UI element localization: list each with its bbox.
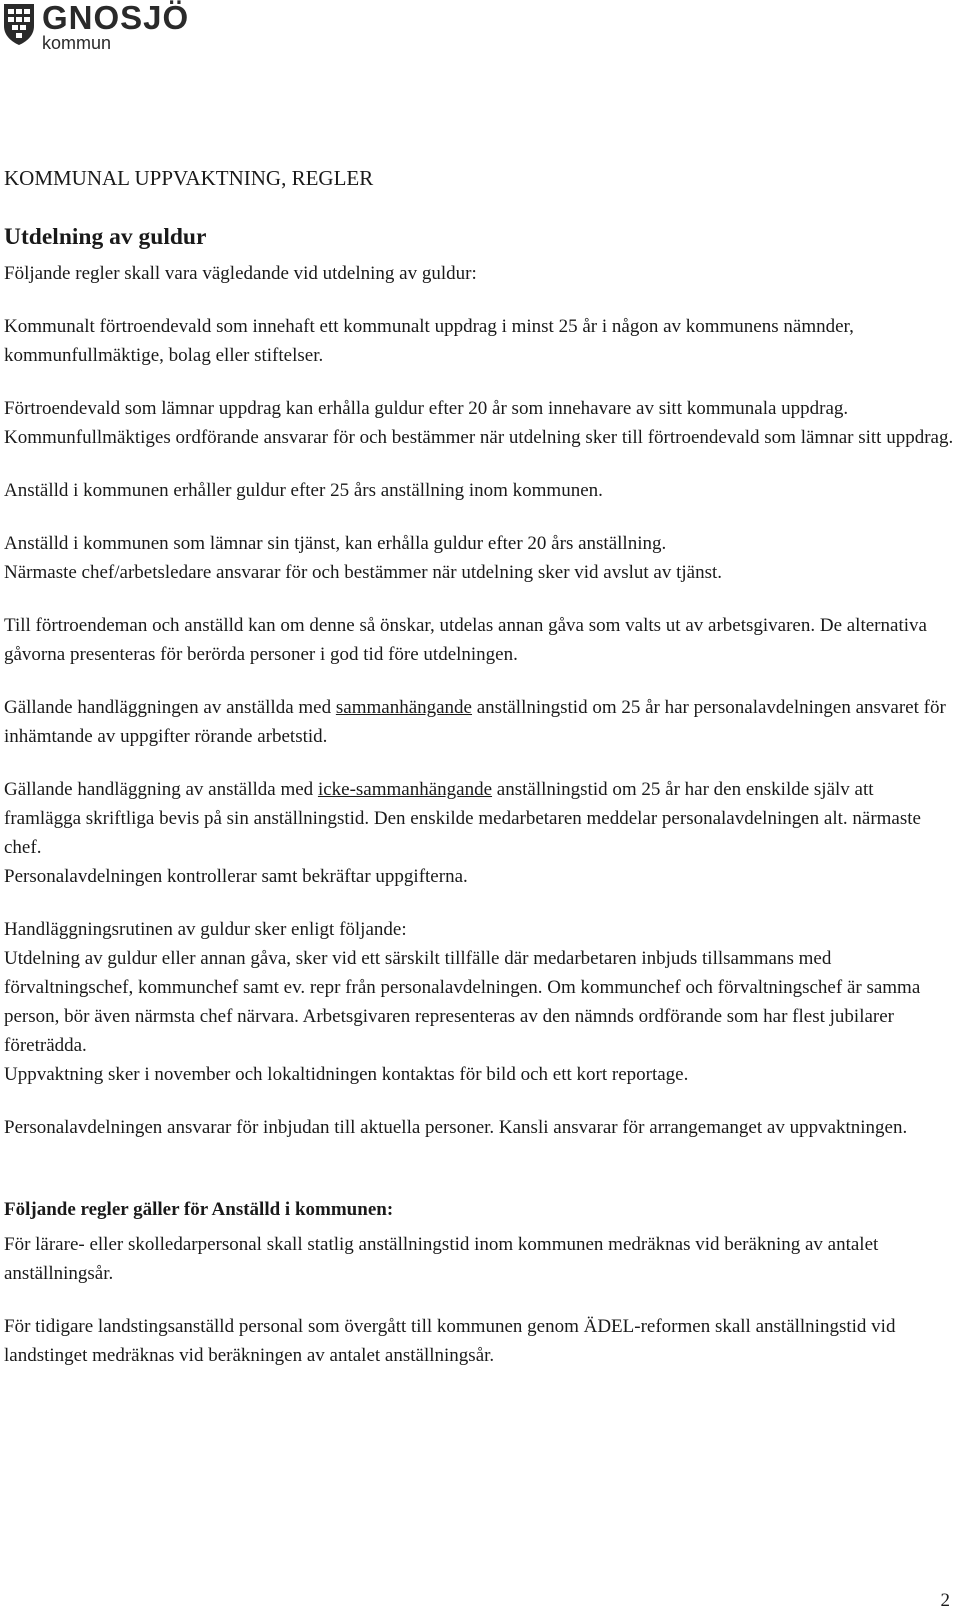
- paragraph-routine-block: [4, 915, 954, 1089]
- underlined-term-icke-sammanhangande: icke-sammanhängande: [317, 779, 493, 800]
- page-number: 2: [940, 1590, 950, 1611]
- text-segment: Gällande handläggning av anställda med: [4, 779, 318, 800]
- underlined-term-sammanhangande: sammanhängande: [335, 697, 472, 718]
- intro-paragraph: Följande regler skall vara vägledande vid utdelning av guldur:: [4, 263, 477, 284]
- paragraph-employee-25: Anställd i kommunen erhåller guldur efter 25 års anställning inom kommunen.: [4, 480, 603, 501]
- paragraph-noncontinuous-block: [4, 775, 954, 891]
- coat-of-arms-icon: [2, 2, 36, 46]
- paragraph-elected-20: Förtroendevald som lämnar uppdrag kan erhålla guldur efter 20 år som innehavare av sitt kommunala uppdrag. Kommunfullmäktiges ordförande ansvarar för och bestämmer när utdelning sker till förtroendevald som lämnar sitt uppdrag.: [4, 398, 954, 448]
- routine-november: Uppvaktning sker i november och lokaltidningen kontaktas för bild och ett kort reportage.: [4, 1064, 689, 1085]
- section-heading-employees: Följande regler gäller för Anställd i kommunen:: [4, 1199, 394, 1220]
- paragraph-invitation: Personalavdelningen ansvarar för inbjudan till aktuella personer. Kansli ansvarar för arrangemanget av uppvaktningen.: [4, 1117, 908, 1138]
- paragraph-adel-reform: För tidigare landstingsanställd personal som övergått till kommunen genom ÄDEL-reformen skall anställningstid vid landstinget medräknas vid beräkningen av antalet anställningsår.: [4, 1316, 896, 1366]
- routine-ceremony: Utdelning av guldur eller annan gåva, sker vid ett särskilt tillfälle där medarbetaren inbjuds tillsammans med förvaltningschef, kommunchef samt ev. repr från personalavdelningen. Om kommunchef och förvaltningschef är samma person, bör även närmsta chef närvara. Arbetsgivaren representeras av den nämnds ordförande som har flest jubilarer företrädda.: [4, 948, 921, 1056]
- text-segment: anställningstid om 25 år har personalavdelningen ansvaret för inhämtande av uppgifter rörande arbetstid.: [4, 697, 946, 747]
- paragraph-employee-leaving-line1: Anställd i kommunen som lämnar sin tjänst, kan erhålla guldur efter 20 års anställning.: [4, 533, 667, 554]
- paragraph-noncontinuous-employment: [4, 775, 954, 862]
- paragraph-employee-leaving-line2: Närmaste chef/arbetsledare ansvarar för och bestämmer när utdelning sker vid avslut av tjänst.: [4, 562, 723, 583]
- document-title: KOMMUNAL UPPVAKTNING, REGLER: [4, 166, 374, 190]
- paragraph-continuous-employment: [4, 693, 954, 751]
- logo-subtitle: kommun: [42, 33, 112, 53]
- paragraph-teachers: För lärare- eller skolledarpersonal skall statlig anställningstid inom kommunen medräknas vid beräkning av antalet anställningsår.: [4, 1234, 879, 1284]
- section-heading-guldur: Utdelning av guldur: [4, 224, 207, 250]
- routine-heading: Handläggningsrutinen av guldur sker enligt följande:: [4, 919, 407, 940]
- paragraph-verification: Personalavdelningen kontrollerar samt bekräftar uppgifterna.: [4, 866, 468, 887]
- text-segment: anställningstid om 25 år har den enskilde själv att framlägga skriftliga bevis på sin anställningstid. Den enskilde medarbetaren meddelar personalavdelningen alt. närmaste chef.: [4, 779, 921, 858]
- municipality-logo: [2, 2, 189, 51]
- logo-name: GNOSJÖ: [42, 0, 190, 36]
- document-body: [4, 165, 954, 1370]
- paragraph-employee-leaving: [4, 529, 954, 587]
- paragraph-elected-25: Kommunalt förtroendevald som innehaft ett kommunalt uppdrag i minst 25 år i någon av kommunens nämnder, kommunfullmäktige, bolag eller stiftelser.: [4, 316, 854, 366]
- paragraph-alternative-gift: Till förtroendeman och anställd kan om denne så önskar, utdelas annan gåva som valts ut av arbetsgivaren. De alternativa gåvorna presenteras för berörda personer i god tid före utdelningen.: [4, 615, 927, 665]
- text-segment: Gällande handläggningen av anställda med: [4, 697, 336, 718]
